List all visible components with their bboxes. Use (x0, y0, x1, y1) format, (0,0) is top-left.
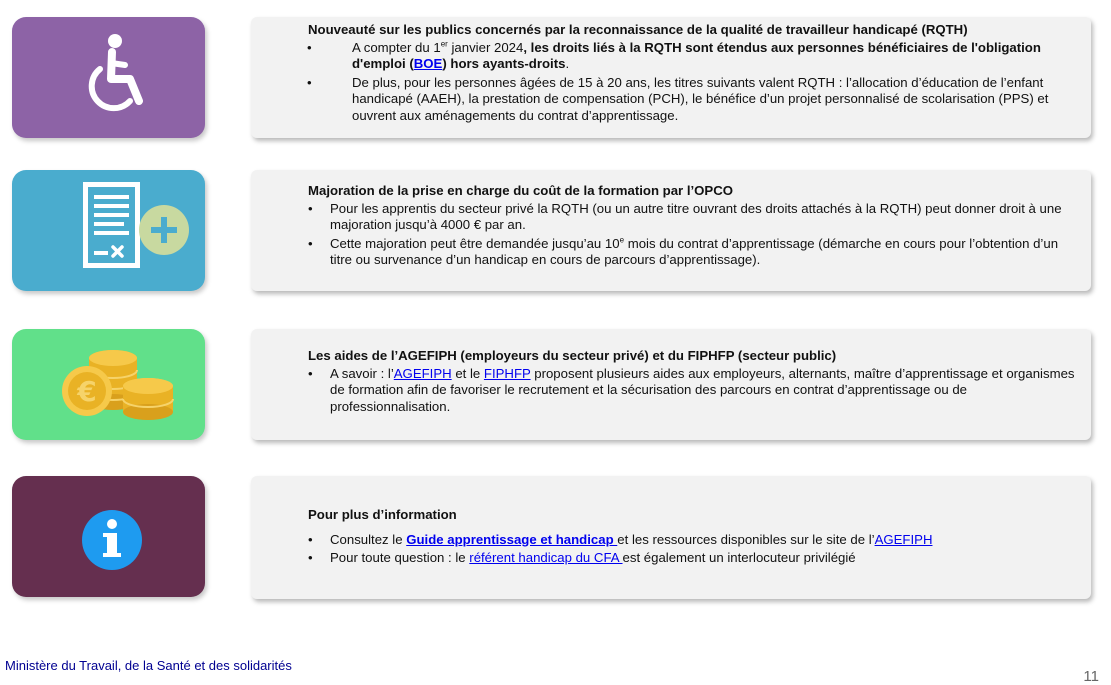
agefiph-link[interactable]: AGEFIPH (874, 531, 933, 547)
guide-link[interactable]: Guide apprentissage et handicap (406, 531, 618, 547)
superscript: e (619, 235, 625, 245)
text: A savoir : l’ (330, 365, 394, 381)
section-opco (251, 170, 1091, 291)
tile-opco (12, 170, 205, 291)
svg-text:€: € (77, 375, 97, 408)
info-icon (12, 476, 205, 597)
text: et le (451, 365, 484, 381)
text: mois du contrat d’apprentissage (démarche en cours pour l’obtention d’un titre ou survenance d’un handicap en cours de parcours d’apprentissage). (330, 235, 1059, 267)
boe-link[interactable]: BOE (413, 56, 443, 71)
section-title: Les aides de l’AGEFIPH (employeurs du secteur privé) et du FIPHFP (secteur public) (308, 348, 837, 363)
list-item (308, 236, 1077, 269)
fiphfp-link[interactable]: FIPHFP (483, 365, 531, 381)
list-item (308, 40, 1077, 73)
section-title: Majoration de la prise en charge du coût de la formation par l’OPCO (308, 183, 734, 198)
text: proposent plusieurs aides aux employeurs, alternants, maître d’apprentissage et organismes de formation afin de favoriser le recrutement et la sécurisation des parcours en contrat d’apprentissage ou de professionnalisation. (330, 365, 1075, 414)
wheelchair-icon (12, 17, 205, 138)
referent-link[interactable]: référent handicap du CFA (469, 550, 623, 565)
text: Cette majoration peut être demandée jusqu’au 10 (330, 235, 620, 251)
section-rqth (251, 17, 1091, 138)
superscript: er (440, 39, 448, 49)
text: est également un interlocuteur privilégié (622, 550, 856, 565)
bold-text: ) hors ayants-droits (442, 56, 566, 71)
text: Consultez le (330, 531, 407, 547)
tile-aides (12, 329, 205, 440)
footer-ministry: Ministère du Travail, de la Santé et des solidarités (5, 658, 292, 673)
text: A compter du 1 (352, 39, 441, 55)
list-item: • De plus, pour les personnes âgées de 15 à 20 ans, les titres suivants valent RQTH : l’allocation d’éducation de l’enfant handicapé (AAEH), la prestation de compensation (PCH), le bénéfice d’un projet personnalisé de scolarisation (PPS) et ouvrent aux aménagements du contrat d’apprentissage. (308, 75, 1077, 125)
text: . (565, 56, 570, 71)
text: Pour toute question : le (330, 550, 470, 565)
tile-rqth (12, 17, 205, 138)
euro-coins-icon (12, 329, 205, 440)
list-item (308, 532, 1077, 549)
section-aides (251, 329, 1091, 440)
section-info (251, 476, 1091, 599)
text: et les ressources disponibles sur le site de l’ (617, 531, 875, 547)
list-item (308, 550, 1077, 567)
list-item (308, 366, 1077, 416)
tile-info (12, 476, 205, 597)
section-title: Nouveauté sur les publics concernés par la reconnaissance de la qualité de travailleur handicapé (RQTH) (308, 22, 968, 37)
agefiph-link[interactable]: AGEFIPH (393, 365, 452, 381)
bold-text: , les droits liés à la RQTH sont étendus aux personnes bénéficiaires de l'obligation d'emploi ( (352, 39, 1041, 71)
text: janvier 2024 (447, 39, 524, 55)
list-item: • Pour les apprentis du secteur privé la RQTH (ou un autre titre ouvrant des droits attachés à la RQTH) peut donner droit à une majoration jusqu’à 4000 € par an. (308, 201, 1077, 234)
page-number: 11 (1083, 668, 1099, 685)
section-title: Pour plus d’information (308, 507, 457, 522)
document-plus-icon (12, 170, 205, 291)
